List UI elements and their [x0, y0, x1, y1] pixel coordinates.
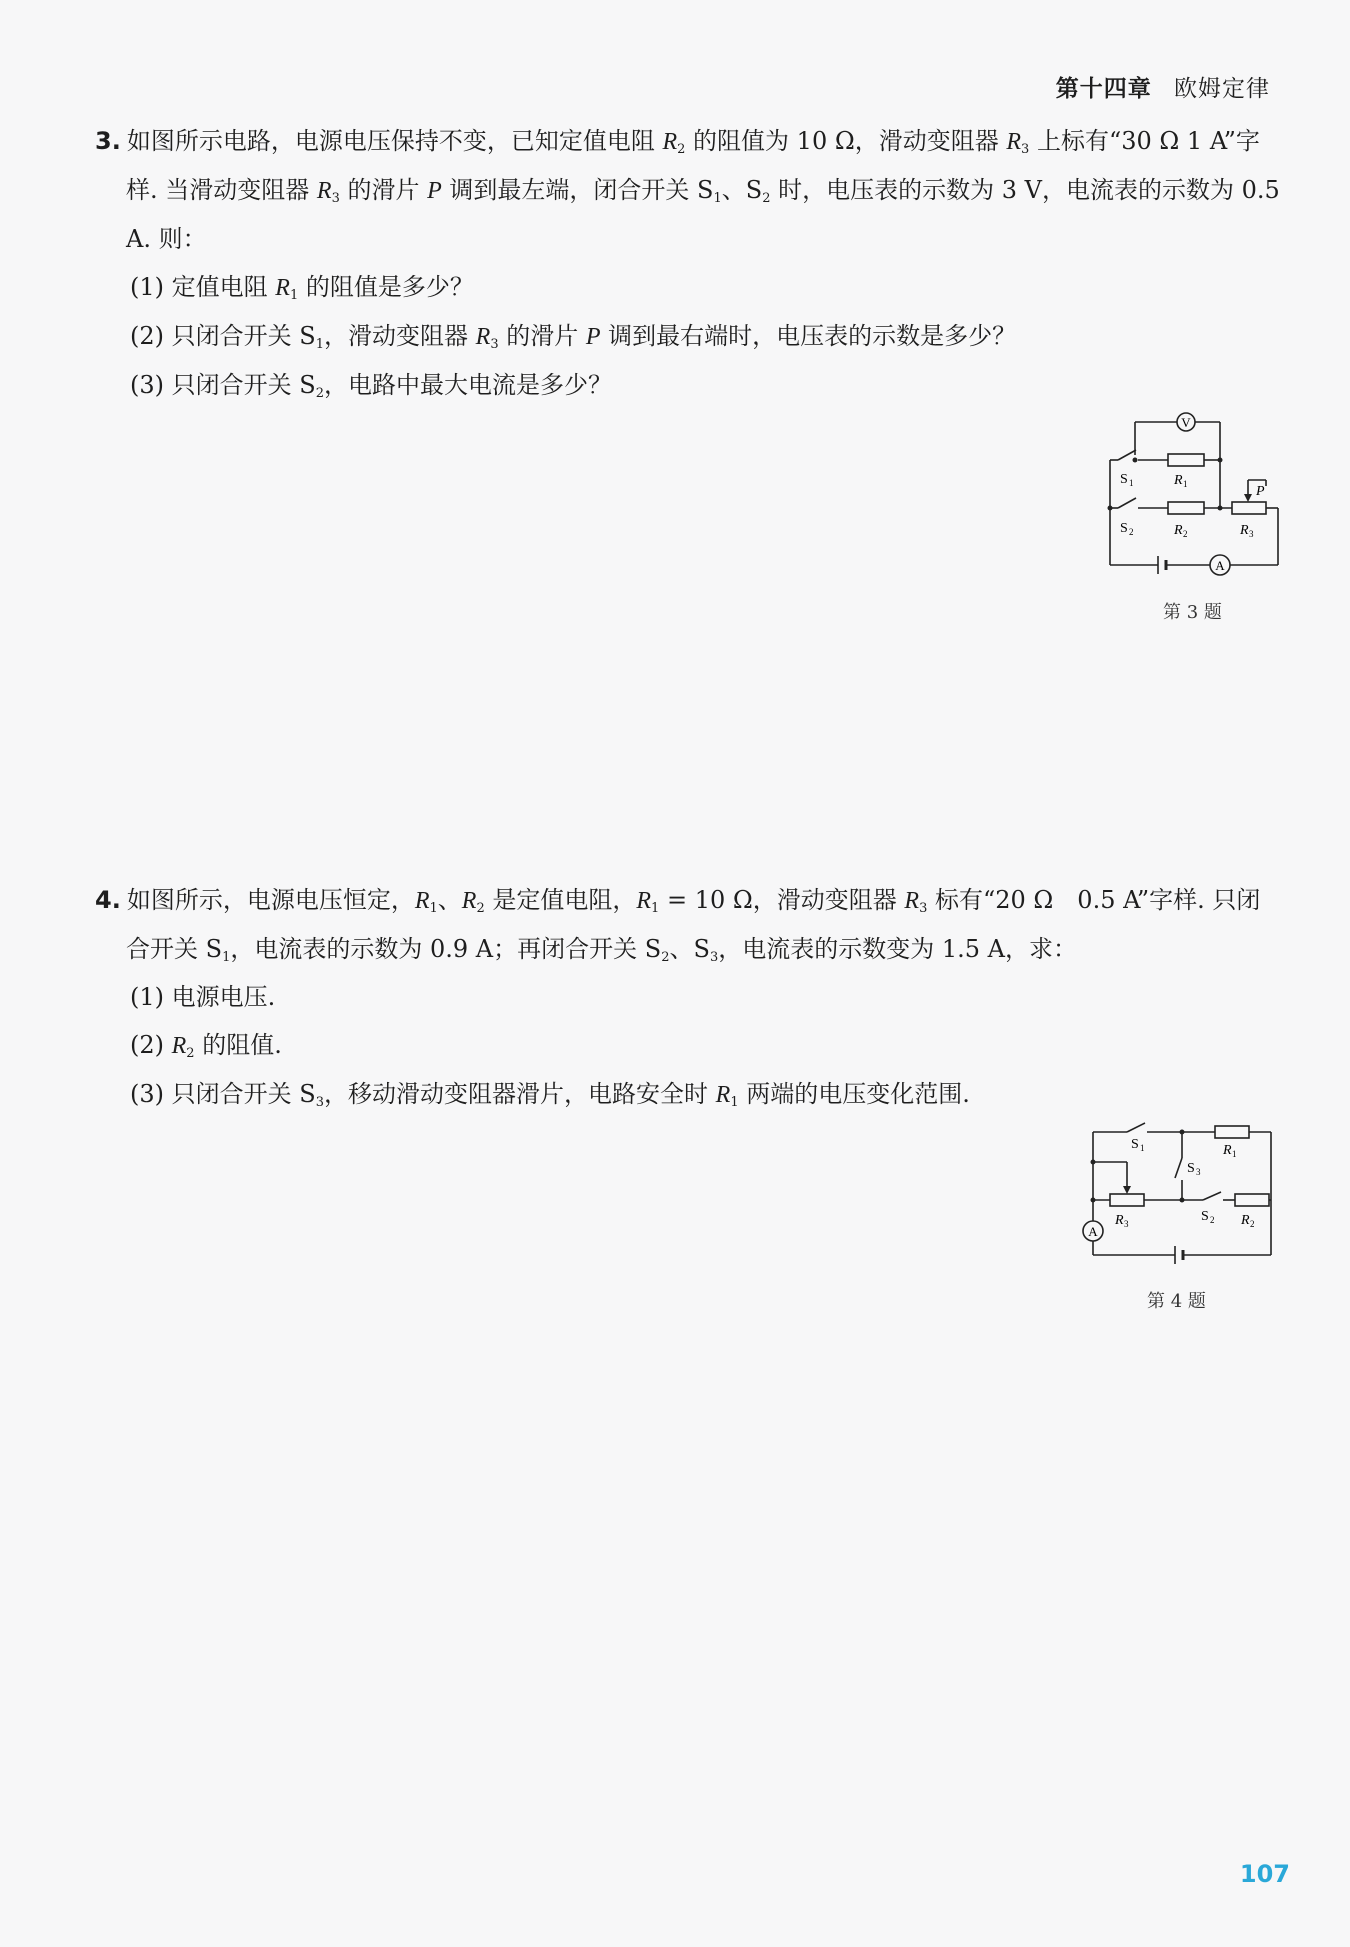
problem-4-stem: 4. 如图所示，电源电压恒定，$R_1$、$R_2$ 是定值电阻，$R_1 = 10$ Ω，滑动变阻器 $R_3$ 标有“20 Ω 0.5 A”字样. 只闭合开关 $S_1$，电流表的示数为 0.9 A；再闭合开关 $S_2$、$S_3$，电流表的示数变为 1.5 A，求： [95, 886, 1261, 965]
ammeter-label: A [1088, 1224, 1098, 1239]
svg-text:1: 1 [1140, 1143, 1145, 1153]
svg-text:S: S [1187, 1161, 1195, 1176]
page-header [1056, 70, 1270, 103]
problem-4 [95, 876, 1280, 1119]
problem-3-question-3: (3) 只闭合开关 $S_2$，电路中最大电流是多少？ [130, 371, 612, 401]
svg-text:R: R [1115, 1213, 1124, 1228]
problem-4-question-2: (2) $R_2$ 的阻值. [130, 1031, 282, 1061]
chapter-label: 第十四章 [1055, 76, 1152, 102]
ammeter-label: A [1215, 558, 1225, 573]
problem-4-circuit-diagram [1075, 1120, 1285, 1270]
svg-text:S: S [1201, 1209, 1209, 1224]
problem-3 [95, 117, 1280, 409]
problem-4-question-1: (1) 电源电压. [130, 983, 276, 1011]
problem-3-question-2: (2) 只闭合开关 $S_1$，滑动变阻器 $R_3$ 的滑片 P 调到最右端时，电压表的示数是多少？ [130, 322, 1017, 352]
svg-text:1: 1 [1183, 479, 1188, 489]
svg-text:R: R [1241, 1213, 1250, 1228]
svg-text:S: S [1131, 1137, 1139, 1152]
svg-text:1: 1 [1129, 478, 1134, 488]
svg-text:S: S [1120, 472, 1128, 487]
svg-text:2: 2 [1250, 1219, 1255, 1229]
svg-text:1: 1 [1232, 1149, 1237, 1159]
problem-4-number: 4. [95, 886, 121, 914]
svg-text:R: R [1240, 523, 1249, 538]
problem-4-caption: 第 4 题 [1147, 1291, 1206, 1312]
svg-text:2: 2 [1183, 529, 1188, 539]
svg-text:R: R [1223, 1143, 1232, 1158]
page-number: 107 [1239, 1860, 1290, 1888]
problem-3-caption: 第 3 题 [1163, 602, 1222, 623]
svg-text:R: R [1174, 523, 1183, 538]
problem-4-question-3: (3) 只闭合开关 $S_3$，移动滑动变阻器滑片，电路安全时 $R_1$ 两端的电压变化范围. [130, 1080, 970, 1110]
svg-text:2: 2 [1129, 527, 1134, 537]
svg-text:3: 3 [1196, 1167, 1201, 1177]
voltmeter-label: V [1181, 415, 1191, 430]
svg-text:3: 3 [1249, 529, 1254, 539]
svg-text:S: S [1120, 521, 1128, 536]
problem-3-question-1: (1) 定值电阻 $R_1$ 的阻值是多少？ [130, 273, 474, 303]
svg-text:R: R [1174, 473, 1183, 488]
problem-3-circuit-diagram [1100, 410, 1290, 585]
problem-3-stem: 3. 如图所示电路，电源电压保持不变，已知定值电阻 $R_2$ 的阻值为 10 Ω，滑动变阻器 $R_3$ 上标有“30 Ω 1 A”字样. 当滑动变阻器 $R_3$ 的滑片 P 调到最左端，闭合开关 $S_1$、$S_2$ 时，电压表的示数为 3 V，电流表的示数为 0.5 A. 则： [95, 127, 1280, 253]
svg-text:3: 3 [1124, 1219, 1129, 1229]
svg-text:P: P [1256, 484, 1265, 499]
problem-3-number: 3. [95, 127, 121, 155]
svg-text:2: 2 [1210, 1215, 1215, 1225]
chapter-title: 欧姆定律 [1174, 76, 1270, 102]
